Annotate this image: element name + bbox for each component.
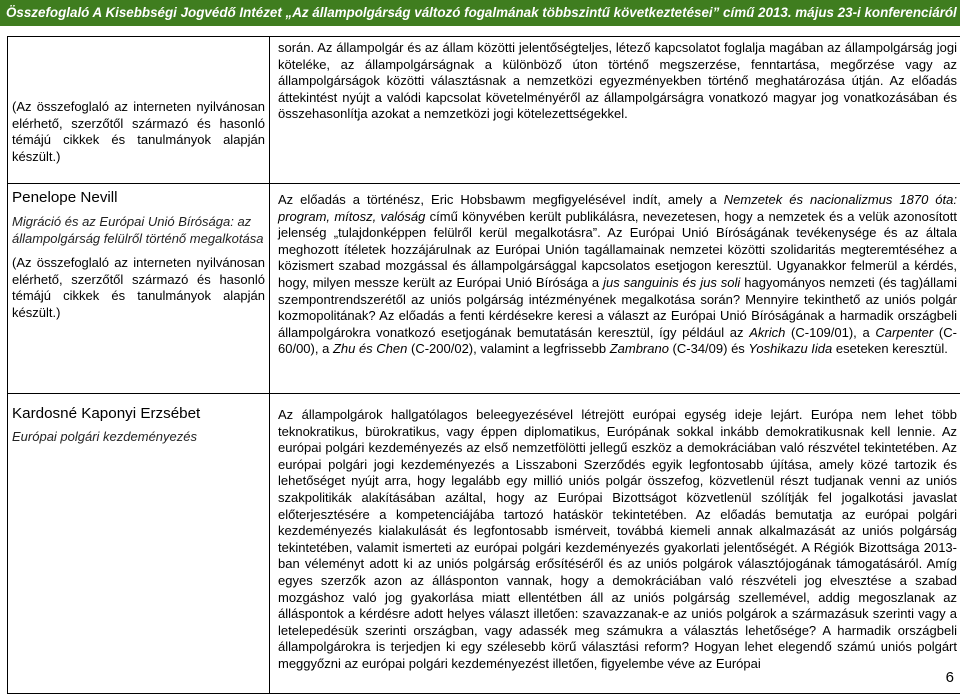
left-cell bbox=[8, 394, 270, 694]
speaker-name: Penelope Nevill bbox=[12, 189, 265, 207]
text-segment: (C-60/00), a bbox=[278, 325, 957, 357]
book-title: Nemzetek és nacionalizmus 1870 óta: program, mítosz, valóság bbox=[278, 192, 957, 224]
case-name: Zambrano bbox=[610, 341, 669, 356]
page-number: 6 bbox=[946, 669, 954, 686]
right-cell bbox=[270, 37, 960, 184]
case-name: Yoshikazu Iida bbox=[748, 341, 832, 356]
case-name: Carpenter bbox=[875, 325, 933, 340]
speaker-name: Kardosné Kaponyi Erzsébet bbox=[12, 405, 265, 423]
talk-title: Migráció és az Európai Unió Bírósága: az állampolgárság felülről történő megalkotása bbox=[12, 214, 265, 247]
left-cell bbox=[8, 37, 270, 184]
case-name: Zhu és Chen bbox=[333, 341, 407, 356]
text-segment: eseteken keresztül. bbox=[832, 341, 948, 356]
table-row bbox=[8, 184, 960, 394]
right-cell bbox=[270, 184, 960, 394]
abstract-paragraph bbox=[278, 192, 957, 358]
abstract-paragraph: Az állampolgárok hallgatólagos beleegyezésével létrejött európai egység ideje lejárt. Európa nem lehet több teknokratikus, bürokratikus, vagy éppen diplomatikus, Európának sokkal inkább demokratikusnak kell lennie. Az európai polgári kezdeményezés az első nemzetfölötti jellegű eszköz a demokráciában való részvétel tekintetében. Az európai polgári jogi kezdeményezés a Lisszaboni Szerződés egyik legfontosabb újítása, amely közé tartozik és lehetőséget nyújt arra, hogy legalább egy millió uniós polgár összefog, közvetlenül részt tudjanak venni az uniós szakpolitikák alakításában azáltal, hogy az Európai Bizottságot közvetlenül szólítják fel jogalkotási javaslat előterjesztésére a kompetenciájába tartozó hatáskör tekintetében. Az előadás bemutatja az európai polgári kezdeményezés kialakulását és legfontosabb ismérveit, továbbá kiemeli annak alkalmazását az uniós polgárság tekintetében, valamit ismerteti az európai polgári kezdeményezés gyakorlati jelentőségét. A Régiók Bizottsága 2013-ban véleményt adott ki az uniós polgárság erősítéséről és az uniós polgárok választójogának támogatásáról. Amíg egyes szerzők azon az állásponton vannak, hogy a demokráciában való részvételi jog elvesztése a szabad mozgáshoz való jog gyakorlása miatt ellentétben áll az uniós polgárság szellemével, addig megoszlanak az álláspontok a kérdésre adott helyes választ illetően: szavazzanak-e az uniós polgárok a származásuk szerinti vagy a letelepedésük szerinti országban, vagy adassék meg számukra a választás lehetősége? A harmadik országbeli állampolgárokra is terjedjen ki egy szélesebb körű választási reform? Hogyan lehet elegendő számú uniós polgárt meggyőzni az európai polgári kezdeményezést illetően, figyelembe véve az Európai bbox=[278, 407, 957, 673]
table-row bbox=[8, 37, 960, 184]
case-name: Akrich bbox=[749, 325, 785, 340]
text-segment: (C-34/09) és bbox=[669, 341, 748, 356]
left-cell bbox=[8, 184, 270, 394]
document-header: Összefoglaló A Kisebbségi Jogvédő Intézet „Az állampolgárság változó fogalmának többszintű következtetései” című 2013. május 23-i konferenciáról bbox=[0, 0, 960, 26]
table-row bbox=[8, 394, 960, 694]
source-note: (Az összefoglaló az interneten nyilvánosan elérhető, szerzőtől származó és hasonló témájú cikkek és tanulmányok alapján készült.) bbox=[12, 99, 265, 165]
abstract-paragraph: során. Az állampolgár és az állam közötti jelentőségteljes, létező kapcsolatot foglalja magában az állampolgárság jogi köteléke, az állampolgárságnak a különböző úton történő megszerzése, fenntartása, megőrzése vagy az állampolgárságok közötti választásnak a nemzetközi egyezményekben történő meghatározása útján. Az előadás áttekintést nyújt a valódi kapcsolat követelményéről az állampolgárságra vonatkozó magyar jog vonatkozásában és összehasonlítja azokat a nemzetközi jogi kötelezettségekkel. bbox=[278, 40, 957, 123]
text-segment: Az előadás a történész, Eric Hobsbawm megfigyelésével indít, amely a bbox=[278, 192, 724, 207]
text-segment: című könyvében került publikálásra, nevezetesen, hogy a nemzetek és a velük azonosított jelenség „tulajdonképpen felülről kerül megalkotásra”. Az Európai Unió Bíróságának tevékenysége és az általa meghozott ítéletek hozzájárulnak az Európai Unión tagállamainak nemzetei közötti szolidaritás megteremtéséhez a közismert szabad mozgással és állampolgársággal kapcsolatos esetjogon keresztül. Ugyanakkor felmerül a kérdés, hogy, milyen messze került az Európai Unió Bírósága a bbox=[278, 209, 957, 290]
right-cell bbox=[270, 394, 960, 694]
source-note: (Az összefoglaló az interneten nyilvánosan elérhető, szerzőtől származó és hasonló témájú cikkek és tanulmányok alapján készült.) bbox=[12, 255, 265, 321]
text-segment: (C-200/02), valamint a legfrissebb bbox=[407, 341, 609, 356]
latin-term: jus sanguinis és jus soli bbox=[603, 275, 740, 290]
content-table bbox=[7, 36, 960, 694]
text-segment: hagyományos nemzeti (és tag)állami szempontrendszerétől az uniós polgárság intézményének megalkotása során? Mennyire tekinthető az uniós polgár kozmopolitának? Az előadás a fenti kérdésekre keresi a választ az Európai Unió Bíróságának a harmadik országbeli állampolgárokra vonatkozó esetjogának bemutatásán keresztül, így például az bbox=[278, 275, 957, 340]
text-segment: (C-109/01), a bbox=[785, 325, 875, 340]
talk-title: Európai polgári kezdeményezés bbox=[12, 429, 265, 446]
